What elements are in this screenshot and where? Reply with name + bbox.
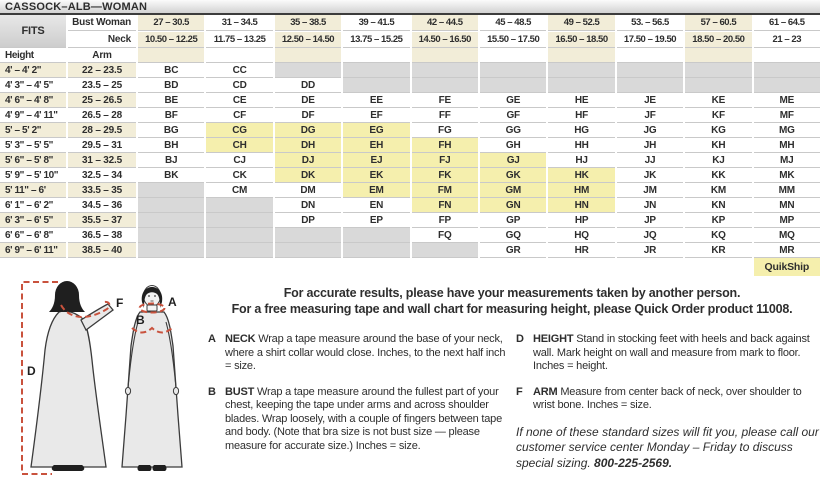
size-cell: HQ: [548, 228, 614, 243]
size-cell: DF: [275, 108, 341, 123]
instruction-text: Wrap a tape measure around the fullest part of your chest, keeping the tape under arms and across shoulder blades. Wrap loosely, with a couple of fingers between tape and body. (Note that bra size is not bust size — please measure for accurate size.) Inches = size.: [225, 385, 503, 452]
size-cell-unavailable: [206, 198, 272, 213]
size-cell: CK: [206, 168, 272, 183]
instruction-letter: A: [208, 333, 216, 345]
size-cell: EH: [343, 138, 409, 153]
size-cell: MQ: [754, 228, 820, 243]
size-cell: JR: [617, 243, 683, 258]
size-cell-unavailable: [343, 228, 409, 243]
size-cell: EJ: [343, 153, 409, 168]
size-cell: CJ: [206, 153, 272, 168]
instruction-term: BUST: [225, 385, 255, 398]
size-cell-unavailable: [343, 243, 409, 258]
size-cell-unavailable: [206, 228, 272, 243]
arm-cell: 23.5 – 25: [68, 78, 136, 93]
size-cell: KG: [685, 123, 751, 138]
instructions-column-left: [208, 333, 506, 471]
size-cell-unavailable: [206, 213, 272, 228]
spacer-cell: [275, 258, 341, 276]
size-cell: JP: [617, 213, 683, 228]
instructions-column-right: [516, 333, 820, 471]
instruction-letter: F: [516, 385, 523, 398]
bust-range-cell: 61 – 64.5: [754, 15, 820, 31]
bust-range-cell: 35 – 38.5: [275, 15, 341, 31]
size-cell-unavailable: [275, 228, 341, 243]
size-cell: GR: [480, 243, 546, 258]
size-cell: CD: [206, 78, 272, 93]
diagram-label-f: F: [116, 296, 124, 310]
size-cell-unavailable: [617, 78, 683, 93]
arm-cell: 26.5 – 28: [68, 108, 136, 123]
size-cell: FN: [412, 198, 478, 213]
neck-row-label: Neck: [68, 32, 136, 48]
size-cell: ME: [754, 93, 820, 108]
size-cell: KM: [685, 183, 751, 198]
size-cell: KF: [685, 108, 751, 123]
customer-service-phone: 800-225-2569.: [594, 455, 673, 470]
height-cell: 6' 9" – 6' 11": [0, 243, 66, 258]
fits-header: FITS: [0, 15, 66, 48]
spacer-cell: [480, 48, 546, 63]
size-cell: JM: [617, 183, 683, 198]
size-chart-table: [0, 15, 820, 276]
neck-range-cell: 16.50 – 18.50: [548, 32, 614, 48]
size-cell: HG: [548, 123, 614, 138]
size-cell: KK: [685, 168, 751, 183]
size-cell: EG: [343, 123, 409, 138]
spacer-cell: [754, 48, 820, 63]
instruction-term: NECK: [225, 333, 256, 345]
size-cell: DH: [275, 138, 341, 153]
bust-range-cell: 49 – 52.5: [548, 15, 614, 31]
bust-range-cell: 31 – 34.5: [206, 15, 272, 31]
height-cell: 6' 3" – 6' 5": [0, 213, 66, 228]
instruction-neck: [208, 333, 506, 374]
size-cell: DP: [275, 213, 341, 228]
size-cell: JK: [617, 168, 683, 183]
size-cell: CF: [206, 108, 272, 123]
size-cell: DK: [275, 168, 341, 183]
arm-cell: 31 – 32.5: [68, 153, 136, 168]
height-cell: 5' – 5' 2": [0, 123, 66, 138]
size-cell: MM: [754, 183, 820, 198]
intro-line-2: For a free measuring tape and wall chart for measuring height, please Quick Order product 11008.: [231, 302, 793, 316]
size-cell-unavailable: [480, 63, 546, 78]
front-view-figure: [122, 286, 182, 472]
arm-cell: 25 – 26.5: [68, 93, 136, 108]
size-cell: MH: [754, 138, 820, 153]
neck-range-cell: 14.50 – 16.50: [412, 32, 478, 48]
arm-cell: 32.5 – 34: [68, 168, 136, 183]
instruction-height: [516, 333, 820, 374]
intro-line-1: For accurate results, please have your measurements taken by another person.: [283, 286, 741, 300]
size-cell-unavailable: [480, 78, 546, 93]
size-cell: JN: [617, 198, 683, 213]
size-cell: HP: [548, 213, 614, 228]
size-cell-unavailable: [206, 243, 272, 258]
size-cell-unavailable: [138, 213, 204, 228]
size-cell-unavailable: [275, 63, 341, 78]
size-cell: HN: [548, 198, 614, 213]
size-cell-unavailable: [685, 78, 751, 93]
size-cell-unavailable: [275, 243, 341, 258]
size-cell: BF: [138, 108, 204, 123]
bust-range-cell: 42 – 44.5: [412, 15, 478, 31]
arm-cell: 34.5 – 36: [68, 198, 136, 213]
size-cell: HH: [548, 138, 614, 153]
size-cell: FK: [412, 168, 478, 183]
arm-cell: 29.5 – 31: [68, 138, 136, 153]
height-cell: 4' – 4' 2": [0, 63, 66, 78]
diagram-label-a: A: [168, 295, 177, 309]
spacer-cell: [343, 48, 409, 63]
arm-cell: 35.5 – 37: [68, 213, 136, 228]
size-cell-unavailable: [343, 78, 409, 93]
size-cell: FP: [412, 213, 478, 228]
size-cell-unavailable: [138, 228, 204, 243]
size-cell: KN: [685, 198, 751, 213]
special-sizing-text: If none of these standard sizes will fit you, please call our customer service center Monday – Friday to discuss special sizing.: [516, 424, 819, 470]
size-cell: JE: [617, 93, 683, 108]
size-cell: MR: [754, 243, 820, 258]
size-cell: GP: [480, 213, 546, 228]
spacer-cell: [685, 48, 751, 63]
neck-range-cell: 15.50 – 17.50: [480, 32, 546, 48]
size-cell: EM: [343, 183, 409, 198]
size-cell: JF: [617, 108, 683, 123]
size-cell: DM: [275, 183, 341, 198]
size-cell: EN: [343, 198, 409, 213]
measuring-instructions-section: [0, 278, 820, 480]
size-cell: DJ: [275, 153, 341, 168]
size-cell: FM: [412, 183, 478, 198]
hair-back: [49, 281, 85, 312]
neck-range-cell: 18.50 – 20.50: [685, 32, 751, 48]
size-cell: GH: [480, 138, 546, 153]
instruction-letter: D: [516, 333, 524, 345]
size-cell: GM: [480, 183, 546, 198]
size-cell: MN: [754, 198, 820, 213]
spacer-cell: [275, 48, 341, 63]
size-cell: HJ: [548, 153, 614, 168]
size-cell: FE: [412, 93, 478, 108]
size-cell: DG: [275, 123, 341, 138]
arm-cell: 28 – 29.5: [68, 123, 136, 138]
size-cell: EK: [343, 168, 409, 183]
size-cell: HK: [548, 168, 614, 183]
spacer-cell: [68, 258, 136, 276]
size-cell: CG: [206, 123, 272, 138]
neck-range-cell: 11.75 – 13.25: [206, 32, 272, 48]
size-cell-unavailable: [548, 63, 614, 78]
size-cell: BJ: [138, 153, 204, 168]
height-cell: 6' 6" – 6' 8": [0, 228, 66, 243]
neck-range-cell: 10.50 – 12.25: [138, 32, 204, 48]
spacer-cell: [617, 258, 683, 276]
size-cell: CH: [206, 138, 272, 153]
diagram-label-b: B: [136, 313, 145, 327]
height-cell: 5' 6" – 5' 8": [0, 153, 66, 168]
size-cell-unavailable: [685, 63, 751, 78]
size-cell: JQ: [617, 228, 683, 243]
instruction-text: Wrap a tape measure around the base of your neck, where a shirt collar would close. Inches, to the next half inch = size.: [225, 333, 506, 372]
height-cell: 6' 1" – 6' 2": [0, 198, 66, 213]
size-cell: HM: [548, 183, 614, 198]
size-cell-unavailable: [138, 243, 204, 258]
size-cell-unavailable: [138, 183, 204, 198]
size-cell-unavailable: [754, 78, 820, 93]
bust-range-cell: 39 – 41.5: [343, 15, 409, 31]
instruction-term: HEIGHT: [533, 333, 574, 345]
size-cell: FQ: [412, 228, 478, 243]
diagram-label-d: D: [27, 364, 36, 378]
size-cell: CM: [206, 183, 272, 198]
size-cell: BD: [138, 78, 204, 93]
height-col-header: Height: [0, 48, 66, 63]
cassock-figures-illustration: [4, 278, 200, 480]
size-cell-unavailable: [343, 63, 409, 78]
size-cell: DE: [275, 93, 341, 108]
size-cell: GQ: [480, 228, 546, 243]
size-cell: FJ: [412, 153, 478, 168]
height-cell: 5' 3" – 5' 5": [0, 138, 66, 153]
size-cell-unavailable: [412, 243, 478, 258]
size-cell: DD: [275, 78, 341, 93]
spacer-cell: [138, 48, 204, 63]
size-cell: GK: [480, 168, 546, 183]
arm-cell: 22 – 23.5: [68, 63, 136, 78]
size-cell: EP: [343, 213, 409, 228]
size-cell: MP: [754, 213, 820, 228]
size-cell: BE: [138, 93, 204, 108]
collar: [147, 305, 157, 311]
instruction-text: Measure from center back of neck, over shoulder to wrist bone. Inches = size.: [533, 385, 802, 411]
size-cell: EF: [343, 108, 409, 123]
instruction-term: ARM: [533, 385, 558, 398]
size-cell-unavailable: [412, 63, 478, 78]
size-cell: MK: [754, 168, 820, 183]
size-cell: FG: [412, 123, 478, 138]
size-cell: GF: [480, 108, 546, 123]
spacer-cell: [343, 258, 409, 276]
height-cell: 5' 9" – 5' 10": [0, 168, 66, 183]
size-cell: JJ: [617, 153, 683, 168]
size-cell: KP: [685, 213, 751, 228]
neck-range-cell: 12.50 – 14.50: [275, 32, 341, 48]
bust-range-cell: 53. – 56.5: [617, 15, 683, 31]
height-cell: 4' 9" – 4' 11": [0, 108, 66, 123]
size-cell: FH: [412, 138, 478, 153]
spacer-cell: [206, 48, 272, 63]
size-cell: CC: [206, 63, 272, 78]
size-cell: BH: [138, 138, 204, 153]
bust-range-cell: 45 – 48.5: [480, 15, 546, 31]
back-view-figure: [31, 281, 123, 471]
quikship-badge: QuikShip: [754, 258, 820, 276]
spacer-cell: [412, 48, 478, 63]
size-cell: GJ: [480, 153, 546, 168]
size-cell: JG: [617, 123, 683, 138]
bust-range-cell: 27 – 30.5: [138, 15, 204, 31]
chart-title: CASSOCK–ALB—WOMAN: [0, 0, 820, 15]
size-cell: HE: [548, 93, 614, 108]
size-cell: KR: [685, 243, 751, 258]
spacer-cell: [0, 258, 66, 276]
arm-col-header: Arm: [68, 48, 136, 63]
size-cell: KJ: [685, 153, 751, 168]
size-cell: JH: [617, 138, 683, 153]
size-cell: DN: [275, 198, 341, 213]
spacer-cell: [480, 258, 546, 276]
spacer-cell: [138, 258, 204, 276]
size-cell-unavailable: [754, 63, 820, 78]
spacer-cell: [617, 48, 683, 63]
height-cell: 4' 6" – 4' 8": [0, 93, 66, 108]
size-cell: MJ: [754, 153, 820, 168]
height-cell: 4' 3" – 4' 5": [0, 78, 66, 93]
size-cell: BC: [138, 63, 204, 78]
spacer-cell: [548, 258, 614, 276]
size-cell: BK: [138, 168, 204, 183]
size-cell: EE: [343, 93, 409, 108]
size-cell-unavailable: [138, 198, 204, 213]
size-cell: GN: [480, 198, 546, 213]
height-cell: 5' 11" – 6': [0, 183, 66, 198]
bust-row-label: Bust Woman: [68, 15, 136, 31]
spacer-cell: [412, 258, 478, 276]
size-cell-unavailable: [617, 63, 683, 78]
size-cell: GE: [480, 93, 546, 108]
size-cell-unavailable: [548, 78, 614, 93]
arm-cell: 36.5 – 38: [68, 228, 136, 243]
instruction-letter: B: [208, 385, 216, 398]
size-cell: BG: [138, 123, 204, 138]
size-cell: KH: [685, 138, 751, 153]
instruction-arm: [516, 386, 820, 413]
special-sizing-note: [516, 425, 820, 472]
size-cell: HF: [548, 108, 614, 123]
spacer-cell: [685, 258, 751, 276]
neck-range-cell: 17.50 – 19.50: [617, 32, 683, 48]
instruction-bust: [208, 386, 506, 454]
intro-note: [200, 285, 820, 317]
bust-range-cell: 57 – 60.5: [685, 15, 751, 31]
instruction-text: Stand in stocking feet with heels and back against wall. Mark height on wall and measure from mark to floor. Inches = height.: [533, 333, 810, 372]
size-cell: GG: [480, 123, 546, 138]
arm-cell: 33.5 – 35: [68, 183, 136, 198]
neck-range-cell: 13.75 – 15.25: [343, 32, 409, 48]
size-cell: MF: [754, 108, 820, 123]
size-cell: MG: [754, 123, 820, 138]
neck-range-cell: 21 – 23: [754, 32, 820, 48]
size-cell: FF: [412, 108, 478, 123]
size-cell: HR: [548, 243, 614, 258]
size-cell: KQ: [685, 228, 751, 243]
arm-cell: 38.5 – 40: [68, 243, 136, 258]
spacer-cell: [206, 258, 272, 276]
size-cell: KE: [685, 93, 751, 108]
size-cell-unavailable: [412, 78, 478, 93]
size-cell: CE: [206, 93, 272, 108]
spacer-cell: [548, 48, 614, 63]
